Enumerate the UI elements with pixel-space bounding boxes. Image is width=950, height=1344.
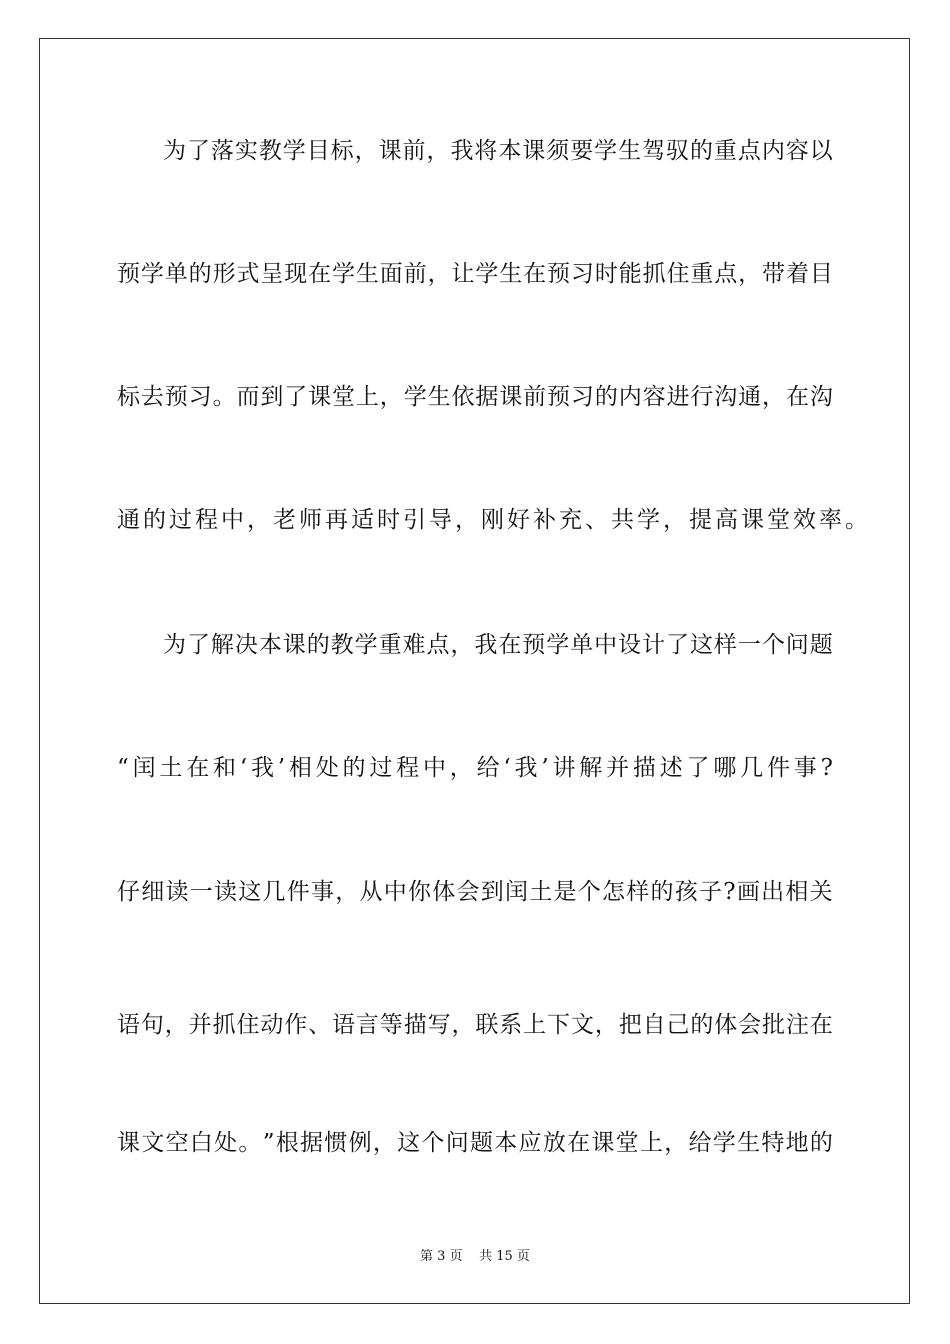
- glyph: 例: [348, 1130, 372, 1156]
- glyph: 前: [402, 138, 426, 164]
- glyph: 设: [618, 632, 642, 658]
- glyph: ，: [164, 1012, 188, 1038]
- glyph: 呈: [260, 261, 284, 287]
- glyph: 给: [688, 1130, 712, 1156]
- glyph: 了: [186, 632, 210, 658]
- glyph: 学: [332, 261, 356, 287]
- glyph: 生: [618, 138, 642, 164]
- glyph: 现: [284, 261, 308, 287]
- glyph: 要: [570, 138, 594, 164]
- glyph: ?: [723, 879, 736, 905]
- glyph: 中: [422, 755, 446, 781]
- glyph: 课: [522, 138, 546, 164]
- glyph: 下: [547, 1012, 571, 1038]
- glyph: 了: [686, 755, 710, 781]
- glyph: 让: [451, 261, 475, 287]
- glyph: 和: [213, 755, 237, 781]
- glyph: 了: [186, 138, 210, 164]
- glyph: 一: [189, 879, 213, 905]
- glyph: 了: [284, 384, 308, 410]
- glyph: 生: [499, 261, 523, 287]
- total-pages: 共 15 页: [479, 1249, 530, 1264]
- glyph: 前: [523, 384, 547, 410]
- glyph: 在: [308, 261, 332, 287]
- glyph: 行: [690, 384, 714, 410]
- glyph: ，: [449, 755, 473, 781]
- glyph: 容: [642, 384, 666, 410]
- glyph: 句: [140, 1012, 164, 1038]
- glyph: 上: [523, 1012, 547, 1038]
- glyph: 的: [809, 1130, 833, 1156]
- glyph: 重: [713, 138, 737, 164]
- glyph: 生: [427, 384, 451, 410]
- glyph: 在: [498, 632, 522, 658]
- glyph: ，: [427, 261, 451, 287]
- glyph: 土: [529, 879, 553, 905]
- glyph: 体: [432, 879, 456, 905]
- glyph: 我: [450, 138, 474, 164]
- glyph: 题: [809, 632, 833, 658]
- glyph: 生: [355, 261, 379, 287]
- glyph: 上: [355, 384, 379, 410]
- glyph: 能: [618, 261, 642, 287]
- glyph: 样: [713, 632, 737, 658]
- glyph: 单: [164, 261, 188, 287]
- glyph: 单: [570, 632, 594, 658]
- glyph: 、: [308, 1012, 332, 1038]
- glyph: 样: [626, 879, 650, 905]
- glyph: 的: [689, 138, 713, 164]
- glyph: 难: [402, 632, 426, 658]
- glyph: 闰: [132, 755, 156, 781]
- glyph: 抓: [642, 261, 666, 287]
- glyph: 习: [188, 384, 212, 410]
- glyph: 从: [359, 879, 383, 905]
- glyph: 本: [494, 1130, 518, 1156]
- glyph: 中: [594, 632, 618, 658]
- glyph: 沟: [809, 384, 833, 410]
- glyph: ，: [664, 1130, 688, 1156]
- glyph: 特: [761, 1130, 785, 1156]
- glyph: 形: [212, 261, 236, 287]
- glyph: 进: [666, 384, 690, 410]
- glyph: 将: [474, 138, 498, 164]
- glyph: ’: [541, 755, 549, 781]
- glyph: 上: [639, 1130, 663, 1156]
- glyph: 土: [159, 755, 183, 781]
- glyph: 在: [809, 1012, 833, 1038]
- glyph: 据: [475, 384, 499, 410]
- glyph: 自: [642, 1012, 666, 1038]
- paragraph-1-line-4: 通的过程中，老师再适时引导，刚好补充、共学，提高课堂效率。: [117, 507, 871, 533]
- glyph: 事: [311, 879, 334, 905]
- glyph: 孩: [674, 879, 698, 905]
- glyph: 预: [547, 384, 571, 410]
- glyph: 据: [300, 1130, 324, 1156]
- glyph: 一: [737, 632, 761, 658]
- glyph: 动: [260, 1012, 284, 1038]
- glyph: 这: [238, 879, 262, 905]
- glyph: 个: [577, 879, 601, 905]
- glyph: 仔: [117, 879, 140, 905]
- glyph: 的: [650, 879, 674, 905]
- glyph: 解: [210, 632, 234, 658]
- glyph: 程: [396, 755, 420, 781]
- glyph: ，: [426, 138, 450, 164]
- glyph: 问: [445, 1130, 469, 1156]
- glyph: 的: [342, 755, 366, 781]
- glyph: 相: [288, 755, 312, 781]
- glyph: 在: [523, 261, 547, 287]
- glyph: 批: [762, 1012, 786, 1038]
- glyph: 惯: [324, 1130, 348, 1156]
- glyph: 把: [618, 1012, 642, 1038]
- glyph: 这: [689, 632, 713, 658]
- glyph: 习: [570, 261, 594, 287]
- glyph: 处: [214, 1130, 238, 1156]
- glyph: 课: [117, 1130, 140, 1156]
- glyph: 预: [547, 261, 571, 287]
- glyph: 本: [498, 138, 522, 164]
- glyph: 出: [761, 879, 785, 905]
- paragraph-1-line-1: [163, 136, 833, 166]
- glyph: 白: [189, 1130, 213, 1156]
- glyph: 我: [474, 632, 498, 658]
- glyph: 预: [164, 384, 188, 410]
- glyph: 落: [210, 138, 234, 164]
- glyph: 读: [165, 879, 189, 905]
- glyph: 细: [141, 879, 165, 905]
- glyph: 语: [117, 1012, 140, 1038]
- glyph: 己: [666, 1012, 690, 1038]
- glyph: 实: [234, 138, 258, 164]
- glyph: 。: [212, 384, 236, 410]
- glyph: 解: [579, 755, 603, 781]
- glyph: 为: [163, 632, 186, 658]
- glyph: 作: [284, 1012, 308, 1038]
- glyph: 生: [737, 1130, 761, 1156]
- glyph: ’: [277, 755, 286, 781]
- glyph: 根: [275, 1130, 299, 1156]
- glyph: ，: [372, 1130, 396, 1156]
- glyph: 计: [642, 632, 666, 658]
- glyph: 通: [738, 384, 762, 410]
- glyph: 学: [140, 261, 164, 287]
- glyph: 读: [214, 879, 237, 905]
- glyph: 几: [262, 879, 286, 905]
- glyph: 件: [286, 879, 310, 905]
- glyph: 写: [427, 1012, 451, 1038]
- glyph: 住: [236, 1012, 260, 1038]
- glyph: 内: [761, 138, 785, 164]
- paragraph-2-line-3: [117, 877, 833, 907]
- glyph: 了: [666, 632, 690, 658]
- page-footer: [0, 1248, 950, 1266]
- glyph: 空: [165, 1130, 189, 1156]
- page-border: [39, 38, 910, 1304]
- glyph: 等: [379, 1012, 403, 1038]
- glyph: 闰: [505, 879, 528, 905]
- glyph: 学: [475, 261, 499, 287]
- glyph: 中: [383, 879, 407, 905]
- glyph: 述: [659, 755, 683, 781]
- glyph: 文: [570, 1012, 594, 1038]
- glyph: 处: [315, 755, 339, 781]
- glyph: 预: [522, 632, 546, 658]
- glyph: ，: [762, 384, 786, 410]
- glyph: 描: [632, 755, 656, 781]
- paragraph-2-line-1: [163, 630, 833, 660]
- glyph: 须: [546, 138, 570, 164]
- glyph: 放: [542, 1130, 566, 1156]
- glyph: 沟: [714, 384, 738, 410]
- glyph: 到: [260, 384, 284, 410]
- glyph: 标: [330, 138, 354, 164]
- glyph: 学: [712, 1130, 736, 1156]
- paragraph-2-line-2: [117, 753, 833, 783]
- glyph: 并: [188, 1012, 212, 1038]
- glyph: ，: [379, 384, 403, 410]
- glyph: 式: [236, 261, 260, 287]
- glyph: 以: [809, 138, 833, 164]
- glyph: 重: [378, 632, 402, 658]
- glyph: 的: [690, 1012, 714, 1038]
- glyph: 我: [250, 755, 274, 781]
- glyph: 应: [518, 1130, 542, 1156]
- glyph: 系: [499, 1012, 523, 1038]
- paragraph-2-line-4: [117, 1010, 833, 1040]
- page-number: 第 3 页: [420, 1249, 463, 1264]
- glyph: “: [117, 755, 129, 781]
- glyph: 关: [809, 879, 833, 905]
- glyph: 给: [476, 755, 500, 781]
- glyph: 文: [141, 1130, 165, 1156]
- glyph: 内: [618, 384, 642, 410]
- glyph: 并: [606, 755, 630, 781]
- glyph: 面: [379, 261, 403, 287]
- glyph: 堂: [615, 1130, 639, 1156]
- glyph: 教: [330, 632, 354, 658]
- glyph: 事: [793, 755, 817, 781]
- glyph: 学: [594, 138, 618, 164]
- glyph: 题: [469, 1130, 493, 1156]
- glyph: ，: [450, 632, 474, 658]
- glyph: 会: [456, 879, 480, 905]
- glyph: ‘: [503, 755, 511, 781]
- glyph: 言: [355, 1012, 379, 1038]
- glyph: 课: [499, 384, 523, 410]
- glyph: 件: [766, 755, 790, 781]
- glyph: 个: [421, 1130, 445, 1156]
- glyph: 画: [736, 879, 760, 905]
- glyph: 住: [666, 261, 690, 287]
- glyph: 哪: [713, 755, 737, 781]
- glyph: 课: [591, 1130, 615, 1156]
- glyph: 驾: [642, 138, 666, 164]
- glyph: 课: [308, 384, 332, 410]
- glyph: 会: [738, 1012, 762, 1038]
- glyph: 过: [369, 755, 393, 781]
- paragraph-1-line-2: [117, 259, 833, 289]
- glyph: 课: [378, 138, 402, 164]
- glyph: 标: [117, 384, 140, 410]
- glyph: 我: [514, 755, 538, 781]
- glyph: 子: [699, 879, 722, 905]
- glyph: 学: [546, 632, 570, 658]
- paragraph-1-line-3: [117, 382, 833, 412]
- glyph: 描: [403, 1012, 427, 1038]
- glyph: 本: [258, 632, 282, 658]
- glyph: 学: [354, 632, 378, 658]
- glyph: 的: [188, 261, 212, 287]
- paragraph-2-line-5: [117, 1128, 833, 1158]
- glyph: ?: [820, 755, 833, 781]
- glyph: 学: [403, 384, 427, 410]
- glyph: 带: [762, 261, 786, 287]
- glyph: 而: [236, 384, 260, 410]
- glyph: 去: [140, 384, 164, 410]
- glyph: 是: [553, 879, 577, 905]
- glyph: 决: [234, 632, 258, 658]
- glyph: 的: [306, 632, 330, 658]
- glyph: 你: [408, 879, 431, 905]
- glyph: ”: [262, 1130, 275, 1156]
- glyph: 个: [761, 632, 785, 658]
- glyph: 联: [475, 1012, 499, 1038]
- glyph: 怎: [602, 879, 625, 905]
- glyph: 预: [117, 261, 140, 287]
- glyph: 注: [785, 1012, 809, 1038]
- glyph: 驭: [666, 138, 690, 164]
- glyph: 为: [163, 138, 186, 164]
- glyph: ，: [335, 879, 359, 905]
- glyph: 时: [594, 261, 618, 287]
- glyph: 教: [258, 138, 282, 164]
- glyph: 。: [238, 1130, 262, 1156]
- glyph: 在: [186, 755, 210, 781]
- glyph: ，: [451, 1012, 475, 1038]
- glyph: 目: [809, 261, 833, 287]
- glyph: 到: [480, 879, 504, 905]
- glyph: 地: [785, 1130, 809, 1156]
- glyph: 几: [740, 755, 764, 781]
- glyph: ，: [738, 261, 762, 287]
- glyph: 语: [332, 1012, 356, 1038]
- glyph: 点: [714, 261, 738, 287]
- glyph: 堂: [332, 384, 356, 410]
- glyph: 习: [570, 384, 594, 410]
- glyph: 学: [282, 138, 306, 164]
- glyph: ‘: [239, 755, 248, 781]
- glyph: 相: [785, 879, 809, 905]
- glyph: 抓: [212, 1012, 236, 1038]
- glyph: 前: [403, 261, 427, 287]
- glyph: 的: [594, 384, 618, 410]
- glyph: ，: [594, 1012, 618, 1038]
- glyph: ，: [354, 138, 378, 164]
- footer-spacer: [463, 1249, 480, 1264]
- glyph: 目: [306, 138, 330, 164]
- glyph: 体: [714, 1012, 738, 1038]
- glyph: 点: [426, 632, 450, 658]
- glyph: 讲: [552, 755, 576, 781]
- glyph: 问: [785, 632, 809, 658]
- glyph: 在: [567, 1130, 591, 1156]
- glyph: 点: [737, 138, 761, 164]
- glyph: 着: [785, 261, 809, 287]
- glyph: 容: [785, 138, 809, 164]
- glyph: 依: [451, 384, 475, 410]
- glyph: 课: [282, 632, 306, 658]
- glyph: 重: [690, 261, 714, 287]
- glyph: 在: [785, 384, 809, 410]
- glyph: 这: [397, 1130, 421, 1156]
